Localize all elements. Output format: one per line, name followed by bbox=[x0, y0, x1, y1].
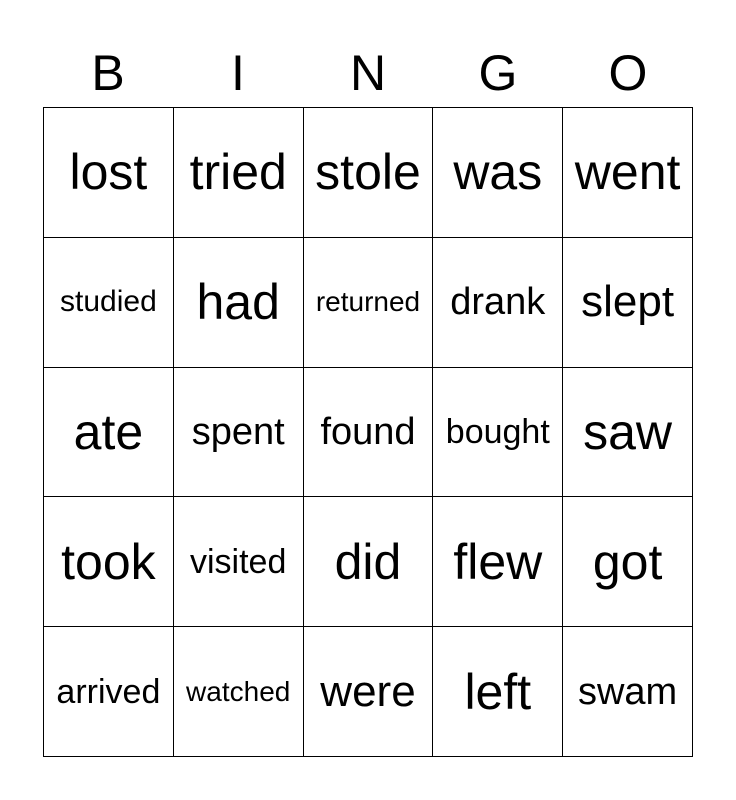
bingo-cell: flew bbox=[433, 497, 563, 627]
bingo-cell: had bbox=[174, 238, 304, 368]
bingo-cell: slept bbox=[563, 238, 693, 368]
bingo-cell: was bbox=[433, 108, 563, 238]
bingo-cell: arrived bbox=[44, 627, 174, 757]
bingo-cell: found bbox=[304, 368, 434, 498]
bingo-cell: were bbox=[304, 627, 434, 757]
header-letter-n: N bbox=[349, 45, 387, 101]
bingo-cell: visited bbox=[174, 497, 304, 627]
bingo-cell: spent bbox=[174, 368, 304, 498]
bingo-cell: saw bbox=[563, 368, 693, 498]
bingo-cell: tried bbox=[174, 108, 304, 238]
header-letter-b: B bbox=[91, 45, 125, 101]
header-letter-i: I bbox=[231, 45, 245, 101]
bingo-header bbox=[43, 38, 693, 108]
bingo-cell: took bbox=[44, 497, 174, 627]
bingo-cell: drank bbox=[433, 238, 563, 368]
bingo-cell: bought bbox=[433, 368, 563, 498]
bingo-cell: did bbox=[304, 497, 434, 627]
header-letter-o: O bbox=[608, 45, 648, 101]
bingo-cell: lost bbox=[44, 108, 174, 238]
bingo-cell: returned bbox=[304, 238, 434, 368]
bingo-cell: watched bbox=[174, 627, 304, 757]
header-letter-g: G bbox=[478, 45, 518, 101]
bingo-cell: left bbox=[433, 627, 563, 757]
bingo-cell: went bbox=[563, 108, 693, 238]
bingo-cell: studied bbox=[44, 238, 174, 368]
bingo-cell: ate bbox=[44, 368, 174, 498]
bingo-board bbox=[43, 107, 693, 757]
bingo-cell: swam bbox=[563, 627, 693, 757]
bingo-cell: stole bbox=[304, 108, 434, 238]
bingo-cell: got bbox=[563, 497, 693, 627]
